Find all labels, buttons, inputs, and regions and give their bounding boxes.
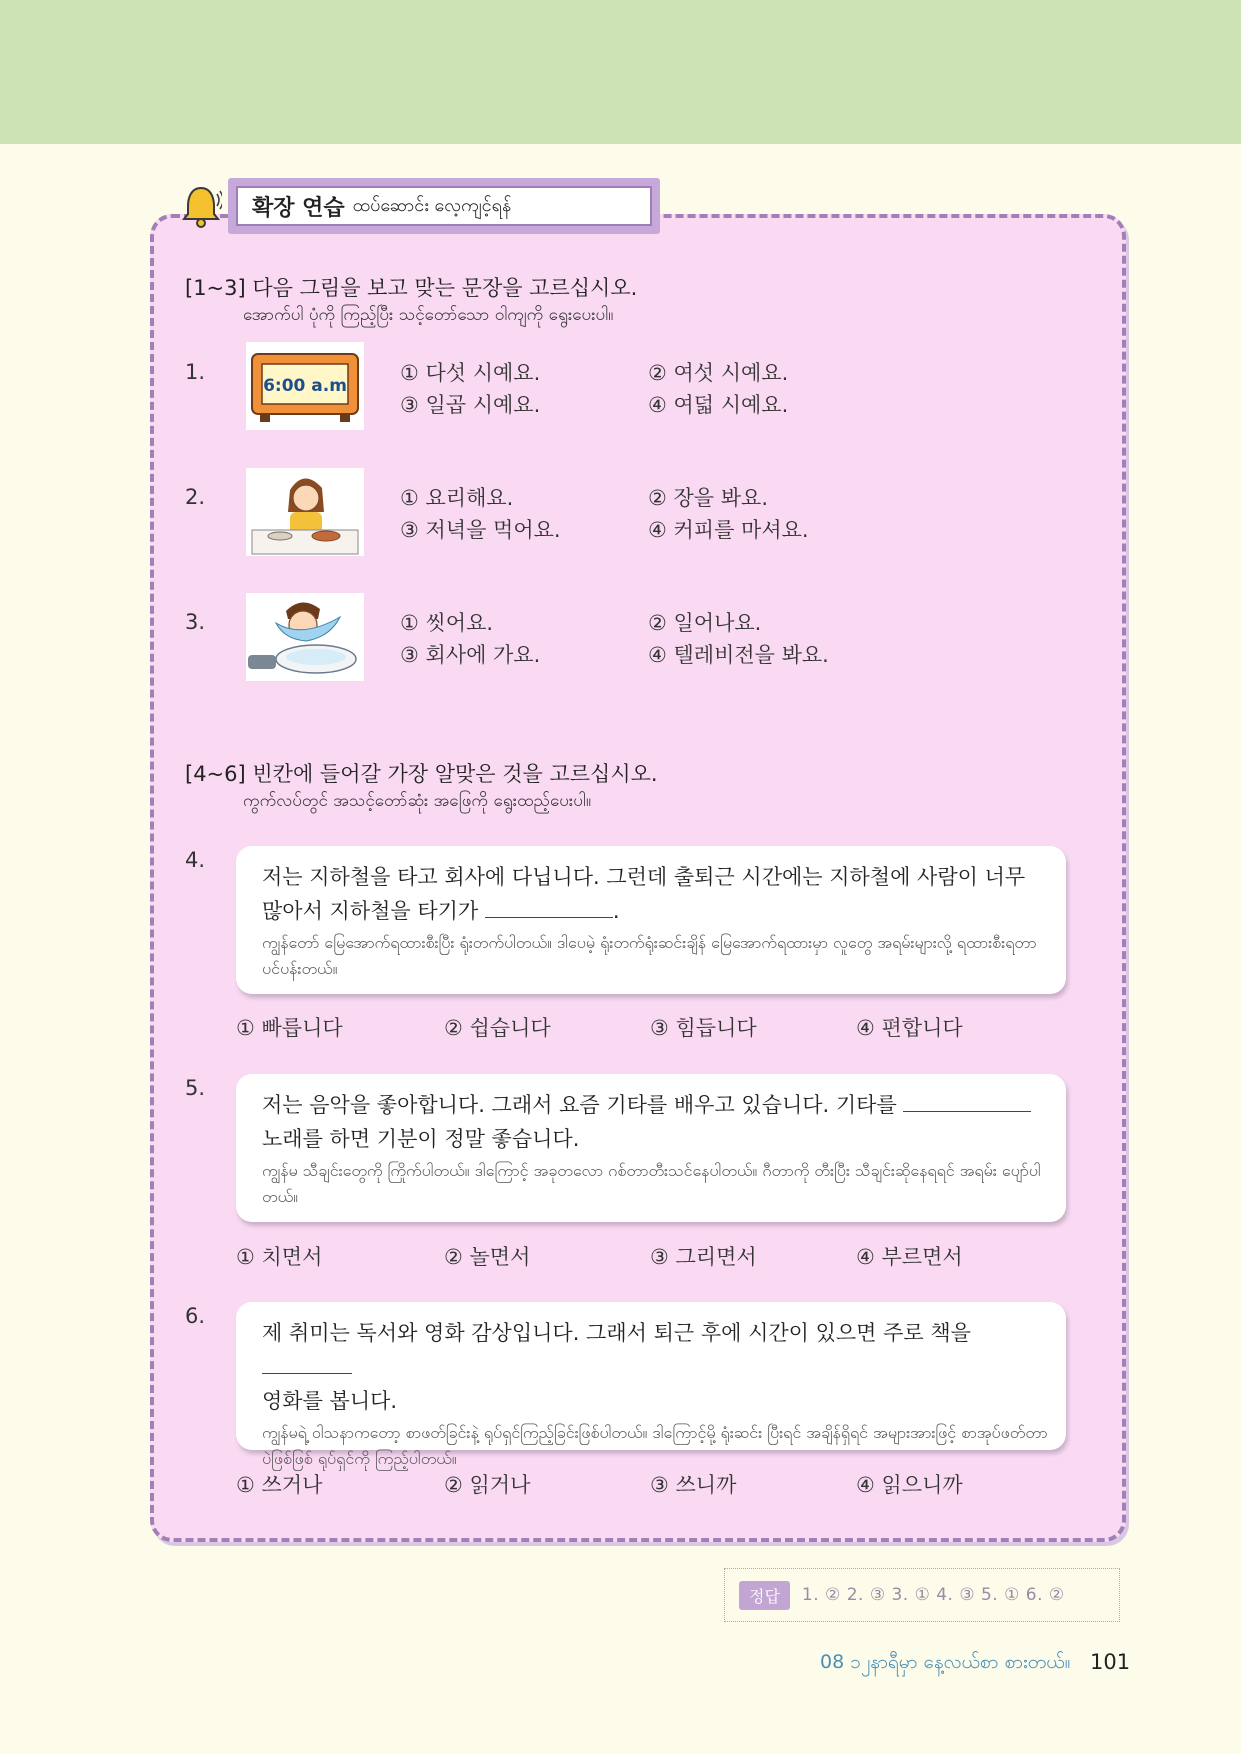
option[interactable]: ④ 부르면서 [856,1245,963,1269]
option[interactable]: ② 놀면서 [444,1245,531,1269]
option[interactable]: ① 치면서 [236,1245,323,1269]
answer-blank [262,1353,352,1374]
option[interactable]: ① 씻어요. [400,611,494,635]
option[interactable]: ② 여섯 시예요. [648,361,789,385]
section2-instruction: [4~6] 빈칸에 들어갈 가장 알맞은 것을 고르십시오. [185,762,658,786]
option[interactable]: ② 쉽습니다 [444,1016,551,1040]
answer-blank [485,897,613,918]
section1-instruction: [1~3] 다음 그림을 보고 맞는 문장을 고르십시오. [185,276,638,300]
option[interactable]: ④ 편합니다 [856,1016,963,1040]
option[interactable]: ② 읽거나 [444,1473,531,1497]
option[interactable]: ③ 힘듭니다 [650,1016,757,1040]
question-number: 2. [185,485,206,509]
title-myanmar: ထပ်ဆောင်း လေ့ကျင့်ရန် [352,194,512,216]
question-number: 1. [185,360,206,384]
option[interactable]: ④ 커피를 마셔요. [648,518,809,542]
title-korean: 확장 연습 [252,195,345,221]
question-box [236,846,1066,994]
passage-korean-line1: 제 취미는 독서와 영화 감상입니다. 그래서 퇴근 후에 시간이 있으면 주로 책을 [262,1321,971,1345]
question-number: 6. [185,1304,206,1328]
option[interactable]: ① 빠릅니다 [236,1016,343,1040]
answer-blank [903,1091,1031,1112]
top-band [0,0,1241,144]
option[interactable]: ③ 회사에 가요. [400,643,541,667]
question-number: 4. [185,848,206,872]
question-box [236,1302,1066,1468]
option[interactable]: ③ 일곱 시예요. [400,393,541,417]
option[interactable]: ② 장을 봐요. [648,486,768,510]
passage-korean-line1: 저는 음악을 좋아합니다. 그래서 요즘 기타를 배우고 있습니다. 기타를 [262,1093,897,1117]
page-number: 101 [1090,1650,1131,1674]
passage-korean-line2: 영화를 봅니다. [262,1389,398,1413]
man-washing-face-image [246,593,364,681]
answer-key-label: 정답 [739,1581,790,1610]
woman-eating-image [246,468,364,556]
passage-korean-line1: 저는 지하철을 타고 회사에 다닙니다. 그런데 출퇴근 시간에는 지하철에 사람이 너무 [262,865,1026,889]
option[interactable]: ① 요리해요. [400,486,514,510]
clock-time-text: 6:00 a.m [263,376,347,396]
section2-instruction-my: ကွက်လပ်တွင် အသင့်တော်ဆုံး အဖြေကို ရွေးထည့်ပေးပါ။ [243,791,591,811]
passage-korean-line2: 노래를 하면 기분이 정말 좋습니다. [262,1127,580,1151]
passage-myanmar: ကျွန်မ သီချင်းတွေကို ကြိုက်ပါတယ်။ ဒါကြောင့် အခုတလော ဂစ်တာတီးသင်နေပါတယ်။ ဂီတာကို တီးပြီး သီချင်းဆိုနေရရင် အရမ်း ပျော်ပါတယ်။ [262,1161,1041,1206]
option[interactable]: ④ 텔레비전을 봐요. [648,643,829,667]
answer-key-text: 1. ② 2. ③ 3. ① 4. ③ 5. ① 6. ② [801,1585,1065,1605]
answer-key [724,1568,1120,1622]
section-title [236,186,652,226]
option[interactable]: ② 일어나요. [648,611,762,635]
chapter-title: 08 ၁၂နာရီမှာ နေ့လယ်စာ စားတယ်။ [820,1651,1071,1673]
passage-myanmar: ကျွန်မရဲ့ ဝါသနာကတော့ စာဖတ်ခြင်းနဲ့ ရုပ်ရှင်ကြည့်ခြင်းဖြစ်ပါတယ်။ ဒါကြောင့်မို့ ရုံးဆင်း ပြီးရင် အချိန်ရှိရင် အများအားဖြင့် စာအုပ်ဖတ်တာပဲဖြစ်ဖြစ် ရုပ်ရှင်ကို ကြည့်ပါတယ်။ [262,1423,1048,1468]
option[interactable]: ① 다섯 시예요. [400,361,541,385]
option[interactable]: ① 쓰거나 [236,1473,323,1497]
passage-korean-line2: 많아서 지하철을 타기가 [262,899,479,923]
question-number: 3. [185,610,206,634]
option[interactable]: ④ 여덟 시예요. [648,393,789,417]
question-box [236,1074,1066,1222]
passage-myanmar: ကျွန်တော် မြေအောက်ရထားစီးပြီး ရုံးတက်ပါတယ်။ ဒါပေမဲ့ ရုံးတက်ရုံးဆင်းချိန် မြေအောက်ရထားမှာ လူတွေ အရမ်းများလို့ ရထားစီးရတာ ပင်ပန်းတယ်။ [262,933,1037,978]
question-number: 5. [185,1076,206,1100]
alarm-clock-image [246,342,364,430]
option[interactable]: ③ 그리면서 [650,1245,757,1269]
option[interactable]: ③ 쓰니까 [650,1473,737,1497]
passage-korean-tail: . [612,899,620,923]
bell-icon [180,184,222,230]
option[interactable]: ④ 읽으니까 [856,1473,963,1497]
option[interactable]: ③ 저녁을 먹어요. [400,518,561,542]
section1-instruction-my: အောက်ပါ ပုံကို ကြည့်ပြီး သင့်တော်သော ဝါကျကို ရွေးပေးပါ။ [243,305,614,325]
